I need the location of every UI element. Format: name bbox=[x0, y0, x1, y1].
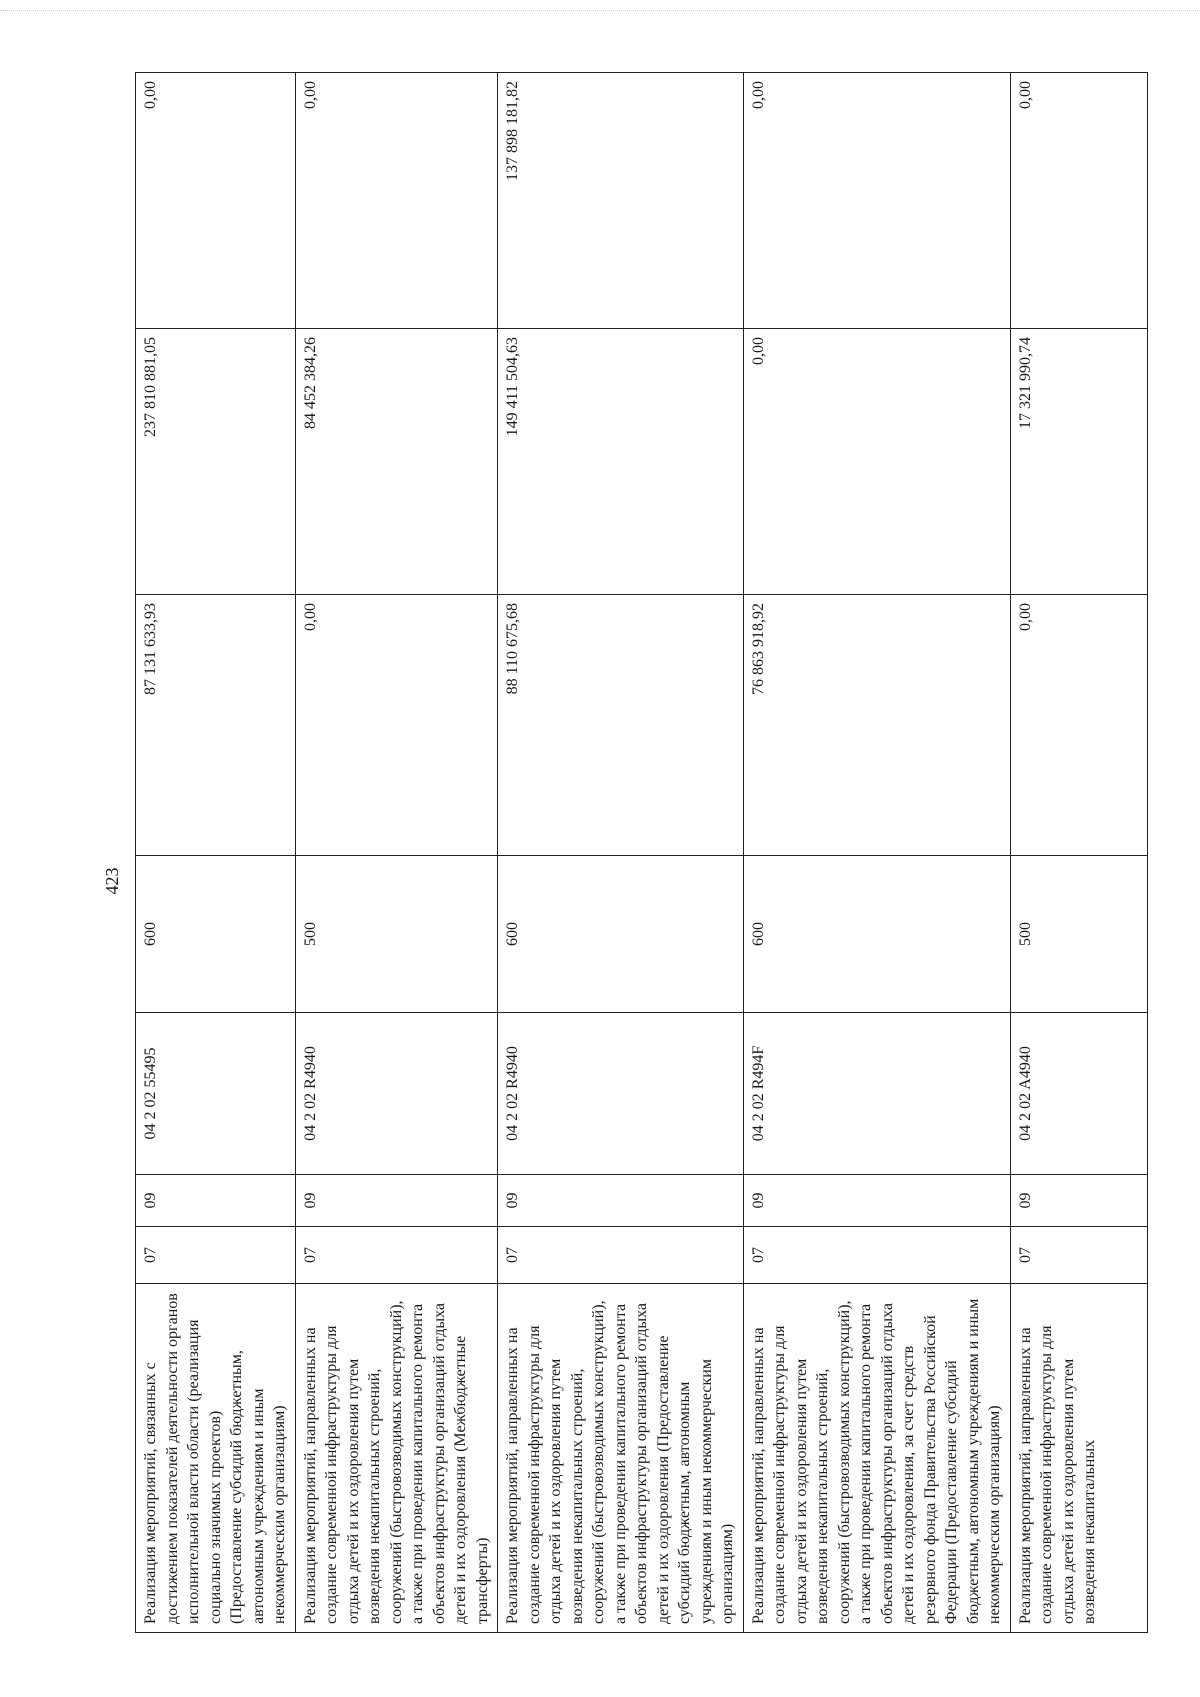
cell-description: Реализация мероприятий, направленных на создание современной инфраструктуры для отдыха детей и их оздоровления путем возведения некапитальных строений, сооружений (быстровозводимых конструкций), а также при проведении капитального ремонта объектов инфраструктуры организаций отдыха детей и их оздоровления, за счет средств резервного фонда Правительства Российской Федерации (Предоставление субсидий бюджетным, автономным учреждениям и иным некоммерческим организациям) bbox=[743, 1284, 1010, 1633]
table-row bbox=[295, 73, 498, 1633]
rotated-table-wrapper bbox=[135, 73, 1097, 1633]
cell-amount-2: 84 452 384,26 bbox=[295, 329, 498, 595]
table-row bbox=[136, 73, 296, 1633]
budget-table bbox=[135, 72, 1148, 1633]
cell-amount-1: 87 131 633,93 bbox=[136, 595, 296, 856]
cell-subsection: 09 bbox=[1010, 1175, 1147, 1227]
cell-amount-2: 237 810 881,05 bbox=[136, 329, 296, 595]
cell-target-article: 04 2 02 R494F bbox=[743, 1013, 1010, 1175]
cell-amount-3: 0,00 bbox=[743, 73, 1010, 329]
cell-section: 07 bbox=[295, 1227, 498, 1284]
page-number: 423 bbox=[102, 867, 122, 895]
cell-subsection: 09 bbox=[295, 1175, 498, 1227]
cell-amount-3: 0,00 bbox=[136, 73, 296, 329]
cell-subsection: 09 bbox=[136, 1175, 296, 1227]
cell-target-article: 04 2 02 R4940 bbox=[498, 1013, 744, 1175]
cell-target-article: 04 2 02 A4940 bbox=[1010, 1013, 1147, 1175]
cell-section: 07 bbox=[1010, 1227, 1147, 1284]
cell-amount-2: 0,00 bbox=[743, 329, 1010, 595]
cell-subsection: 09 bbox=[498, 1175, 744, 1227]
table-row bbox=[743, 73, 1010, 1633]
cell-description: Реализация мероприятий, направленных на создание современной инфраструктуры для отдыха детей и их оздоровления путем возведения некапитальных bbox=[1010, 1284, 1147, 1633]
cell-amount-3: 137 898 181,82 bbox=[498, 73, 744, 329]
cell-target-article: 04 2 02 R4940 bbox=[295, 1013, 498, 1175]
scan-top-edge bbox=[0, 10, 1200, 11]
cell-amount-1: 76 863 918,92 bbox=[743, 595, 1010, 856]
cell-expense-type: 600 bbox=[136, 856, 296, 1013]
cell-expense-type: 600 bbox=[743, 856, 1010, 1013]
cell-amount-2: 17 321 990,74 bbox=[1010, 329, 1147, 595]
cell-amount-1: 0,00 bbox=[1010, 595, 1147, 856]
cell-description: Реализация мероприятий, направленных на создание современной инфраструктуры для отдыха детей и их оздоровления путем возведения некапитальных строений, сооружений (быстровозводимых конструкций), а также при проведении капитального ремонта объектов инфраструктуры организаций отдыха детей и их оздоровления (Межбюджетные трансферты) bbox=[295, 1284, 498, 1633]
cell-expense-type: 600 bbox=[498, 856, 744, 1013]
table-row bbox=[1010, 73, 1147, 1633]
cell-amount-1: 0,00 bbox=[295, 595, 498, 856]
cell-section: 07 bbox=[136, 1227, 296, 1284]
cell-expense-type: 500 bbox=[1010, 856, 1147, 1013]
cell-description: Реализация мероприятий, направленных на создание современной инфраструктуры для отдыха детей и их оздоровления путем возведения некапитальных строений, сооружений (быстровозводимых конструкций), а также при проведении капитального ремонта объектов инфраструктуры организаций отдыха детей и их оздоровления (Предоставление субсидий бюджетным, автономным учреждениям и иным некоммерческим организациям) bbox=[498, 1284, 744, 1633]
cell-description: Реализация мероприятий, связанных с достижением показателей деятельности органов исполнительной власти области (реализация социально значимых проектов) (Предоставление субсидий бюджетным, автономным учреждениям и иным некоммерческим организациям) bbox=[136, 1284, 296, 1633]
cell-subsection: 09 bbox=[743, 1175, 1010, 1227]
cell-expense-type: 500 bbox=[295, 856, 498, 1013]
cell-section: 07 bbox=[498, 1227, 744, 1284]
cell-section: 07 bbox=[743, 1227, 1010, 1284]
cell-amount-1: 88 110 675,68 bbox=[498, 595, 744, 856]
cell-target-article: 04 2 02 55495 bbox=[136, 1013, 296, 1175]
cell-amount-2: 149 411 504,63 bbox=[498, 329, 744, 595]
table-row bbox=[498, 73, 744, 1633]
cell-amount-3: 0,00 bbox=[1010, 73, 1147, 329]
cell-amount-3: 0,00 bbox=[295, 73, 498, 329]
